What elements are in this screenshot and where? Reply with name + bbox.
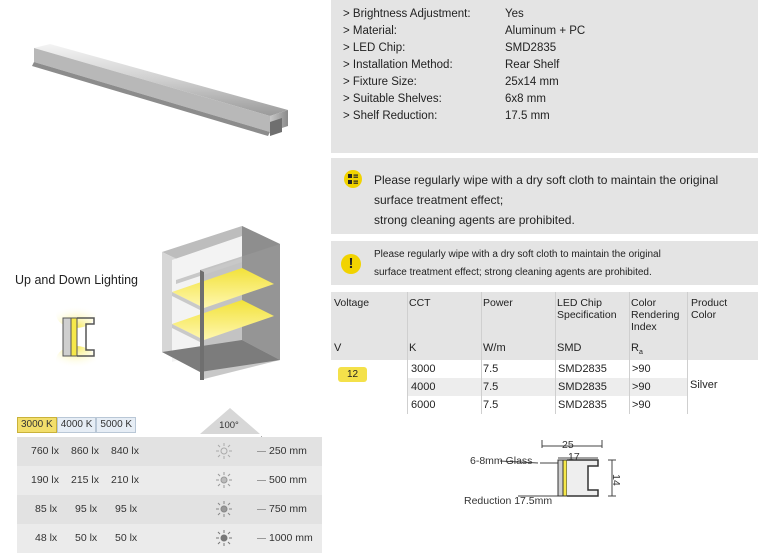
lux-value: 50 lx	[75, 532, 98, 544]
spec-value: 17.5 mm	[505, 110, 550, 122]
tab-3000k[interactable]: 3000 K	[17, 417, 57, 433]
cell-chip: SMD2835	[558, 381, 607, 393]
lux-value: 215 lx	[71, 474, 100, 486]
cell-chip: SMD2835	[558, 399, 607, 411]
header-line: LED Chip	[557, 297, 602, 309]
list-icon	[344, 170, 362, 188]
cell-power: 7.5	[483, 399, 499, 411]
spec-label: > Installation Method:	[343, 59, 453, 71]
spec-label: > LED Chip:	[343, 42, 406, 54]
spec-label: > Shelf Reduction:	[343, 110, 438, 122]
spec-label: > Fixture Size:	[343, 76, 417, 88]
spec-value: Aluminum + PC	[505, 25, 586, 37]
lighting-label: Up and Down Lighting	[15, 273, 138, 287]
lux-row	[17, 437, 322, 466]
cell-power: 7.5	[483, 363, 499, 375]
notice-line: surface treatment effect; strong cleaning agents are prohibited.	[374, 267, 652, 278]
spec-panel	[331, 0, 758, 153]
unit-cct: K	[409, 342, 417, 354]
lux-value: 95 lx	[75, 503, 98, 515]
brightness-icon	[216, 530, 232, 546]
column-divider	[629, 292, 630, 414]
dim-inner: 17	[568, 451, 580, 463]
distance-value: 250 mm	[269, 445, 307, 457]
header-power: Power	[483, 297, 513, 309]
spec-value: SMD2835	[505, 42, 557, 54]
lux-value: 190 lx	[31, 474, 60, 486]
distance-value: 1000 mm	[269, 532, 313, 544]
notice-line: Please regularly wipe with a dry soft cloth to maintain the original	[374, 249, 661, 260]
cabinet-illustration	[156, 222, 316, 380]
spec-value: Yes	[505, 8, 524, 20]
dim-height: 14	[609, 474, 622, 486]
notice-line: strong cleaning agents are prohibited.	[374, 213, 575, 227]
spec-label: > Brightness Adjustment:	[343, 8, 471, 20]
lux-table	[17, 408, 322, 553]
spec-value: 6x8 mm	[505, 93, 546, 105]
care-notice-text	[374, 170, 754, 230]
header-line: Rendering	[631, 309, 680, 321]
header-line: Product	[691, 297, 728, 309]
cell-cri: >90	[632, 381, 651, 393]
column-divider	[687, 292, 688, 414]
cell-product-color: Silver	[690, 379, 718, 391]
lux-value: 48 lx	[35, 532, 58, 544]
unit-chip: SMD	[557, 342, 582, 354]
column-divider	[555, 292, 556, 414]
cell-chip: SMD2835	[558, 363, 607, 375]
lux-value: 210 lx	[111, 474, 140, 486]
header-cct: CCT	[409, 297, 431, 309]
cell-cct: 6000	[411, 399, 436, 411]
cell-cct: 4000	[411, 381, 436, 393]
voltage-badge: 12	[338, 367, 367, 382]
profile-light-icon	[50, 298, 115, 378]
lux-value: 840 lx	[111, 445, 140, 457]
care-notice	[331, 158, 758, 234]
unit-power: W/m	[483, 342, 506, 354]
lux-row	[17, 495, 322, 524]
lux-row	[17, 524, 322, 553]
lux-value: 50 lx	[115, 532, 138, 544]
brightness-icon	[216, 472, 232, 488]
header-line: Index	[631, 321, 657, 333]
cct-tabs	[17, 417, 136, 433]
brightness-icon	[216, 501, 232, 517]
column-divider	[481, 292, 482, 414]
distance-value: 500 mm	[269, 474, 307, 486]
warning-notice	[331, 241, 758, 285]
distance-tick	[257, 509, 266, 510]
header-led-chip	[557, 297, 617, 321]
notice-line: Please regularly wipe with a dry soft cloth to maintain the original	[374, 173, 719, 187]
lux-row	[17, 466, 322, 495]
header-cri	[631, 297, 679, 333]
header-line: Color	[691, 309, 717, 321]
dim-width: 25	[562, 439, 574, 451]
header-voltage: Voltage	[334, 297, 370, 309]
tab-5000k[interactable]: 5000 K	[96, 417, 136, 433]
header-product-color	[691, 297, 727, 321]
unit-cri-sub: a	[638, 349, 643, 357]
brightness-icon	[216, 443, 232, 459]
lux-value: 760 lx	[31, 445, 60, 457]
warning-icon: !	[341, 254, 361, 274]
dimension-drawing	[458, 436, 628, 511]
beam-angle: 100°	[219, 420, 239, 431]
dim-glass: 6-8mm Glass	[470, 455, 533, 467]
cell-cct: 3000	[411, 363, 436, 375]
dim-reduction: Reduction 17.5mm	[464, 495, 553, 507]
header-line: Specification	[557, 309, 617, 321]
distance-tick	[257, 538, 266, 539]
warning-notice-text	[374, 246, 754, 282]
cell-cri: >90	[632, 399, 651, 411]
notice-line: surface treatment effect;	[374, 193, 504, 207]
header-line: Color	[631, 297, 657, 309]
unit-cri-r: R	[631, 342, 639, 354]
unit-cri	[631, 342, 643, 356]
unit-voltage: V	[334, 342, 342, 354]
lux-value: 95 lx	[115, 503, 138, 515]
lux-value: 860 lx	[71, 445, 100, 457]
tab-4000k[interactable]: 4000 K	[57, 417, 97, 433]
product-profile-image	[20, 40, 290, 140]
spec-value: Rear Shelf	[505, 59, 560, 71]
distance-value: 750 mm	[269, 503, 307, 515]
cell-power: 7.5	[483, 381, 499, 393]
cell-cri: >90	[632, 363, 651, 375]
distance-tick	[257, 451, 266, 452]
product-spec-table	[331, 292, 758, 414]
lux-value: 85 lx	[35, 503, 58, 515]
distance-tick	[257, 480, 266, 481]
column-divider	[407, 292, 408, 414]
spec-label: > Suitable Shelves:	[343, 93, 442, 105]
spec-value: 25x14 mm	[505, 76, 559, 88]
spec-label: > Material:	[343, 25, 398, 37]
